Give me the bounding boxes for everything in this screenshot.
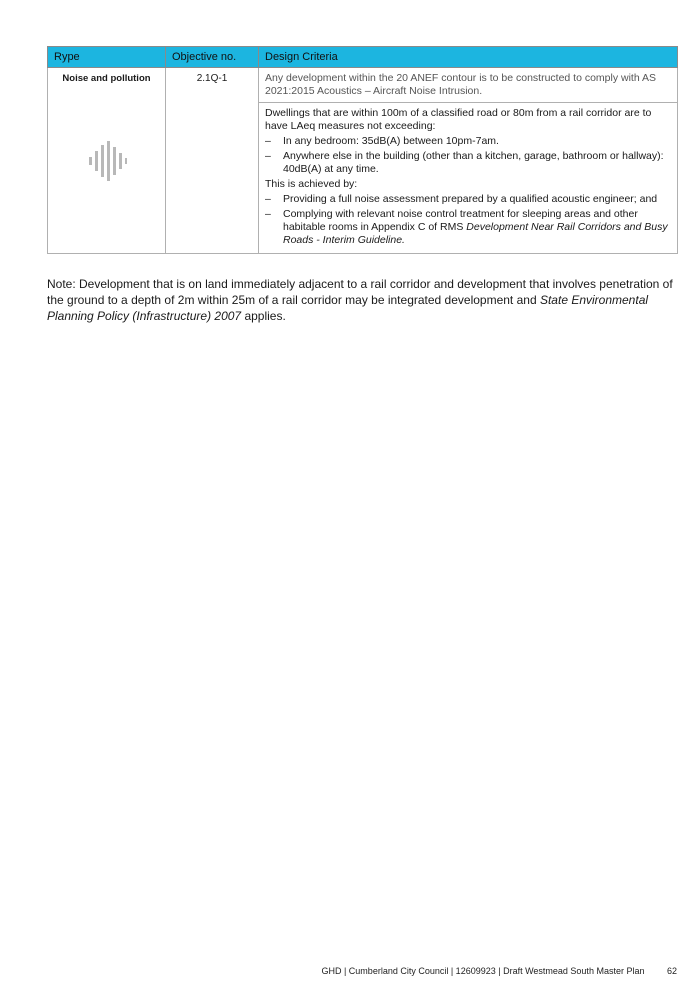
objective-number: 2.1Q-1 bbox=[166, 68, 259, 254]
header-design-criteria: Design Criteria bbox=[259, 47, 678, 68]
header-type: Rype bbox=[48, 47, 166, 68]
guideline-title: Development Near Rail Corridors and Busy Roads - Interim Guideline. bbox=[283, 221, 668, 246]
criteria-road-rail-noise bbox=[259, 103, 678, 254]
criteria-intro: Dwellings that are within 100m of a classified road or 80m from a rail corridor are to have LAeq measures not exceeding: bbox=[265, 107, 652, 132]
type-cell bbox=[48, 68, 166, 254]
achieved-by-label: This is achieved by: bbox=[265, 178, 358, 190]
criteria-aircraft-noise: Any development within the 20 ANEF contour is to be constructed to comply with AS 2021:2015 Acoustics – Aircraft Noise Intrusion. bbox=[259, 68, 678, 103]
achieved-by-list bbox=[265, 193, 671, 247]
design-criteria-table bbox=[47, 46, 678, 254]
table-header-row bbox=[48, 47, 678, 68]
list-item: – In any bedroom: 35dB(A) between 10pm-7am. bbox=[265, 135, 499, 147]
laeq-limits-list bbox=[265, 135, 671, 176]
list-item: – Providing a full noise assessment prepared by a qualified acoustic engineer; and bbox=[265, 193, 658, 205]
page-footer bbox=[321, 966, 677, 976]
list-item: – Complying with relevant noise control treatment for sleeping areas and other habitable rooms in Appendix C of RMS Development Near Rail Corridors and Busy Roads - Interim Guideline. bbox=[265, 208, 668, 246]
page-number: 62 bbox=[666, 966, 677, 976]
table-row bbox=[48, 68, 678, 103]
sepp-title: State Environmental Planning Policy (Infrastructure) 2007 bbox=[47, 293, 649, 323]
note-paragraph: Note: Development that is on land immediately adjacent to a rail corridor and development that involves penetration of the ground to a depth of 2m within 25m of a rail corridor may be integrated development and State Environmental Planning Policy (Infrastructure) 2007 applies. bbox=[47, 277, 673, 323]
type-label: Noise and pollution bbox=[62, 73, 151, 84]
header-objective: Objective no. bbox=[166, 47, 259, 68]
list-item: – Anywhere else in the building (other than a kitchen, garage, bathroom or hallway): 40dB(A) at any time. bbox=[265, 150, 664, 175]
noise-icon bbox=[85, 139, 129, 183]
footer-text: GHD | Cumberland City Council | 12609923 | Draft Westmead South Master Plan bbox=[321, 966, 645, 976]
